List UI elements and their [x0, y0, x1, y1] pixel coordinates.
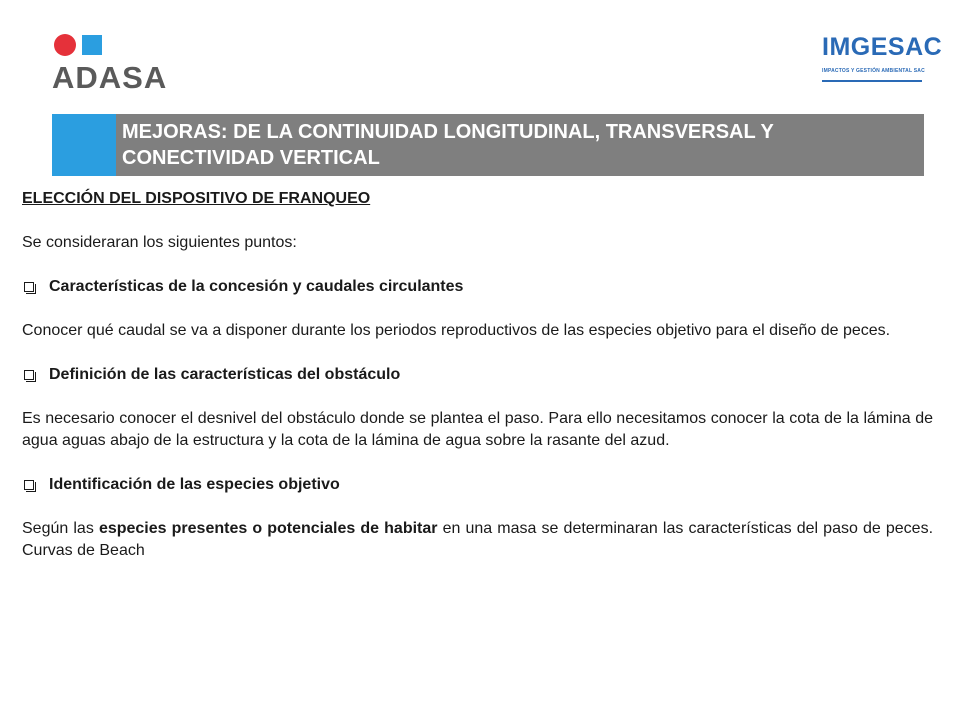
- section-heading: ELECCIÓN DEL DISPOSITIVO DE FRANQUEO: [22, 190, 371, 207]
- imgesac-tagline: IMPACTOS Y GESTIÓN AMBIENTAL SAC: [822, 68, 925, 74]
- imgesac-underline: [822, 80, 922, 82]
- bullet-title: Identificación de las especies objetivo: [49, 476, 340, 493]
- imgesac-logo: [822, 33, 943, 94]
- intro-text: Se consideraran los siguientes puntos:: [22, 234, 297, 251]
- bullet-item: [22, 364, 933, 386]
- bullet-title: Características de la concesión y caudales circulantes: [49, 278, 464, 295]
- checkbox-bullet-icon: [24, 480, 34, 490]
- slide-title-banner: [116, 114, 924, 176]
- adasa-logo: [52, 32, 172, 94]
- bullet-body-emphasis: especies presentes o potenciales de habitar: [98, 520, 438, 537]
- checkbox-bullet-icon: [24, 370, 34, 380]
- bullet-body-text: en una masa se determinaran las características del paso de peces. Curvas de Beach: [22, 520, 934, 559]
- banner-accent-block: [52, 114, 116, 176]
- imgesac-wordmark: IMGESAC: [822, 33, 943, 61]
- bullet-body: Es necesario conocer el desnivel del obstáculo donde se plantea el paso. Para ello necesitamos conocer la cota de la lámina de agua aguas abajo de la estructura y la cota de la lámina de agua sobre la rasante del azud.: [22, 410, 933, 449]
- bullet-title: Definición de las características del obstáculo: [49, 366, 401, 383]
- blue-square-icon: [82, 35, 102, 55]
- bullet-body: [22, 518, 933, 562]
- adasa-wordmark: ADASA: [52, 60, 168, 95]
- bullet-item: [22, 276, 933, 298]
- checkbox-bullet-icon: [24, 282, 34, 292]
- bullet-item: [22, 474, 933, 496]
- slide-title-line-2: CONECTIVIDAD VERTICAL: [122, 147, 380, 169]
- slide-body: [22, 188, 933, 562]
- red-circle-icon: [54, 34, 76, 56]
- slide-title-line-1: MEJORAS: DE LA CONTINUIDAD LONGITUDINAL, TRANSVERSAL Y: [122, 121, 774, 143]
- bullet-body-text: Según las: [22, 520, 99, 537]
- bullet-body: Conocer qué caudal se va a disponer durante los periodos reproductivos de las especies objetivo para el diseño de peces.: [22, 322, 891, 339]
